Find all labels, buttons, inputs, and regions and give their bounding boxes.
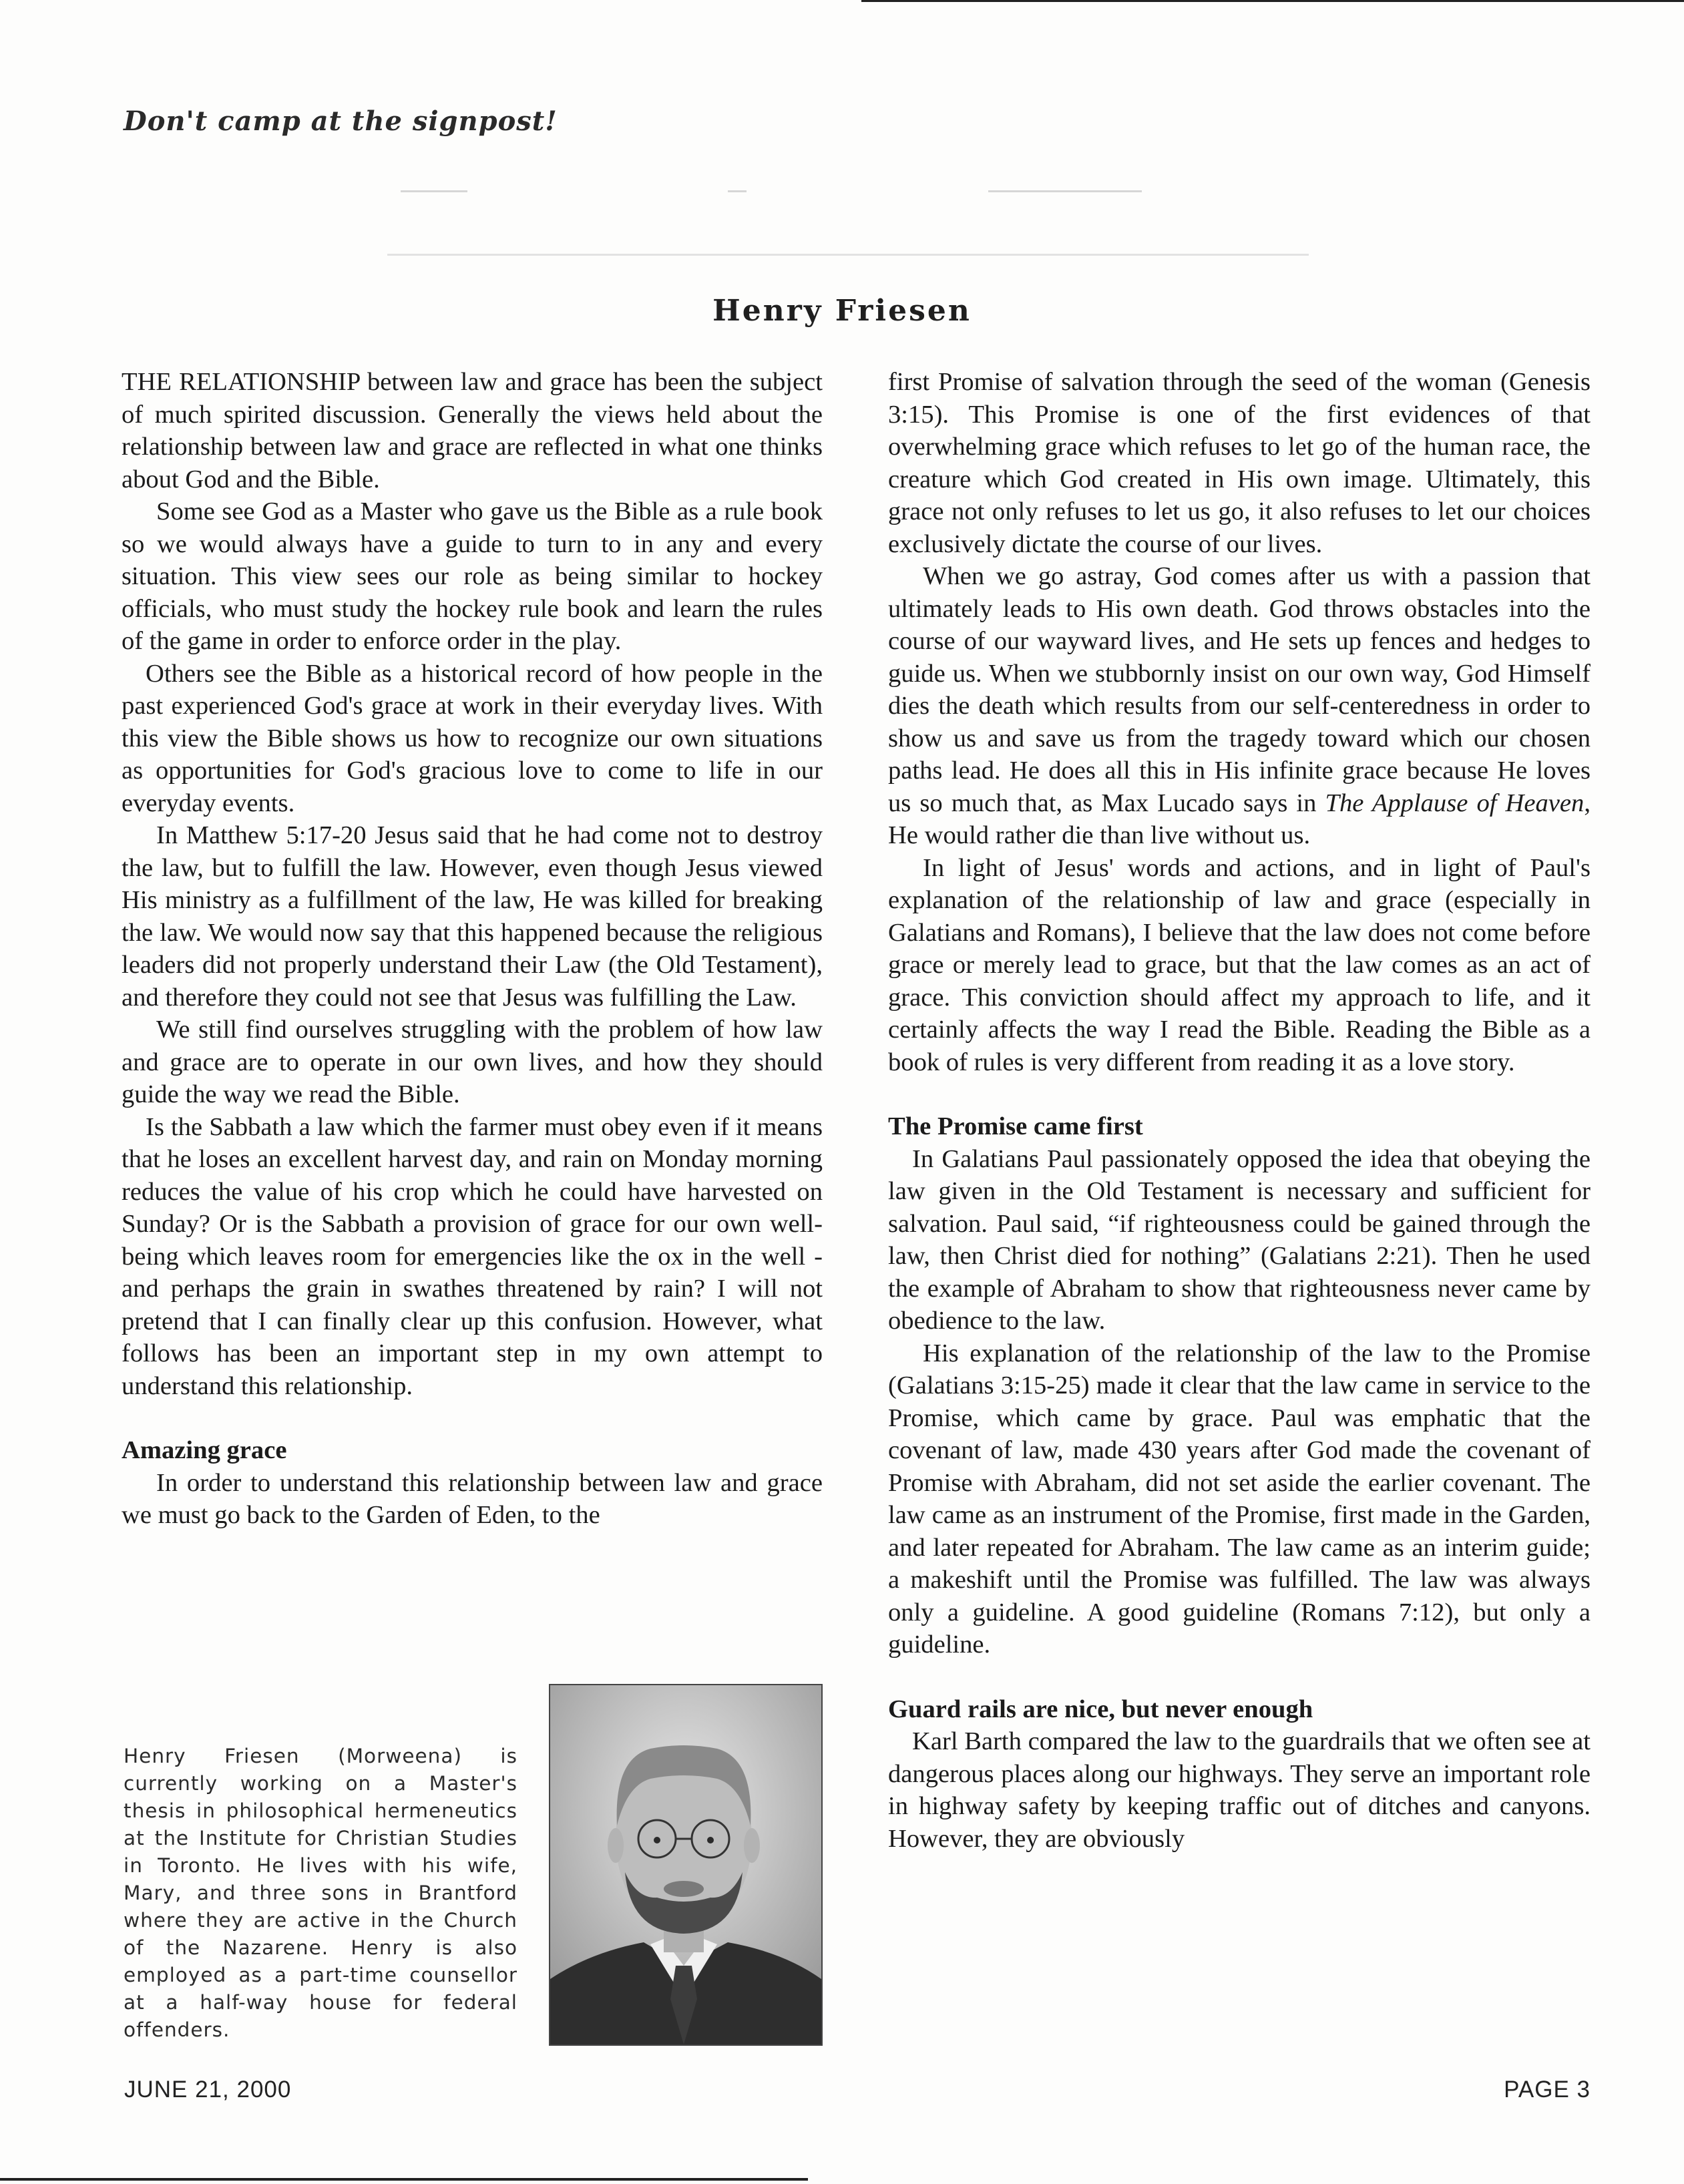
paragraph: In light of Jesus' words and actions, and in light of Paul's explanation of the relationship of law and grace (especially in Galatians and Romans), I believe that the law does not come before grace or merely lead to grace, but that the law comes as an act of grace. This conviction should affect my approach to life, and it certainly affects the way I read the Bible. Reading the Bible as a book of rules is very different from reading it as a love story. [888, 853, 1591, 1076]
paragraph: Others see the Bible as a historical record of how people in the past experienced God's grace at work in their everyday lives. With this view the Bible shows us how to recognize our own situations as opportunities for God's gracious love to come to life in our everyday events. [122, 659, 823, 817]
paragraph: His explanation of the relationship of the law to the Promise (Galatians 3:15-25) made it clear that the law came in service to the Promise, which came by grace. Paul was emphatic that the covenant of law, made 430 years after God made the covenant of Promise with Abraham, did not set aside the earlier covenant. The law came as an instrument of the Promise, first made in the Garden, and later repeated for Abraham. The law came as an interim guide; a makeshift until the Promise was fulfilled. The law was always only a guideline. A good guideline (Romans 7:12), but only a guideline. [888, 1339, 1591, 1659]
book-title: The Applause of Heaven [1325, 789, 1585, 817]
faint-rule [728, 190, 747, 192]
footer-date: JUNE 21, 2000 [124, 2077, 292, 2103]
article-author: Henry Friesen [712, 294, 972, 328]
bottom-rule [0, 2178, 808, 2181]
left-column [122, 366, 823, 1532]
author-bio-caption: Henry Friesen (Morweena) is currently working on a Master's thesis in philosophical hermeneutics at the Institute for Christian Studies in Toronto. He lives with his wife, Mary, and three sons in Brantford where they are active in the Church of the Nazarene. Henry is also employed as a part-time counsellor at a half-way house for federal offenders. [124, 1745, 517, 2041]
paragraph: In Galatians Paul passionately opposed the idea that obeying the law given in the Old Testament is necessary and sufficient for salvation. Paul said, “if righteousness could be gained through the law, then Christ died for nothing” (Galatians 2:21). Then he used the example of Abraham to show that righteousness never came by obedience to the law. [888, 1144, 1591, 1335]
faint-rule [988, 190, 1142, 192]
paragraph: In order to understand this relationship between law and grace we must go back to the Garden of Eden, to the [122, 1468, 823, 1529]
faint-rule [387, 254, 1309, 256]
top-rule [861, 0, 1684, 2]
paragraph-text: When we go astray, God comes after us with a passion that ultimately leads to His own death. God throws obstacles into the course of our wayward lives, and He sets up fences and hedges to guide us. When we stubbornly insist on our own way, God Himself dies the death which results from our self-centeredness in order to show us and save us from the tragedy toward which our chosen paths lead. He does all this in His infinite grace because He loves us so much that, as Max Lucado says in [888, 562, 1591, 817]
paragraph-text: , He would rather die than live without us. [888, 789, 1591, 849]
section-heading: The Promise came first [888, 1112, 1143, 1140]
paragraph: We still find ourselves struggling with the problem of how law and grace are to operate in our own lives, and how they should guide the way we read the Bible. [122, 1016, 823, 1108]
paragraph: Some see God as a Master who gave us the Bible as a rule book so we would always have a guide to turn to in any and every situation. This view sees our role as being similar to hockey officials, who must study the hockey rule book and learn the rules of the game in order to enforce order in the play. [122, 497, 823, 655]
right-column [888, 366, 1591, 1855]
footer-page-number: PAGE 3 [1504, 2077, 1591, 2103]
section-heading: Guard rails are nice, but never enough [888, 1695, 1313, 1723]
portrait-image [550, 1685, 821, 2044]
author-photo [549, 1684, 823, 2046]
paragraph: In Matthew 5:17-20 Jesus said that he had come not to destroy the law, but to fulfill the law. However, even though Jesus viewed His ministry as a fulfillment of the law, He was killed for breaking the law. We would now say that this happened because the religious leaders did not properly understand their Law (the Old Testament), and therefore they could not see that Jesus was fulfilling the Law. [122, 821, 823, 1012]
paragraph [888, 560, 1591, 852]
faint-rule [401, 190, 467, 192]
paragraph: first Promise of salvation through the seed of the woman (Genesis 3:15). This Promise is one of the first evidences of that overwhelming grace which refuses to let go of the human race, the creature which God created in His own image. Ultimately, this grace not only refuses to let us go, it also refuses to let our choices exclusively dictate the course of our lives. [888, 368, 1591, 558]
page-title: Don't camp at the signpost! [124, 105, 558, 137]
section-heading: Amazing grace [122, 1436, 287, 1464]
paragraph: Is the Sabbath a law which the farmer must obey even if it means that he loses an excellent harvest day, and rain on Monday morning reduces the value of his crop which he could have harvested on Sunday? Or is the Sabbath a provision of grace for our own well-being which leaves room for emergencies like the ox in the well - and perhaps the grain in swathes threatened by rain? I will not pretend that I can finally clear up this confusion. However, what follows has been an important step in my own attempt to understand this relationship. [122, 1112, 823, 1400]
paragraph: Karl Barth compared the law to the guardrails that we often see at dangerous places along our highways. They serve an important role in highway safety by keeping traffic out of ditches and canyons. However, they are obviously [888, 1727, 1591, 1853]
paragraph: THE RELATIONSHIP between law and grace has been the subject of much spirited discussion. Generally the views held about the relationship between law and grace are reflected in what one thinks about God and the Bible. [122, 368, 823, 493]
